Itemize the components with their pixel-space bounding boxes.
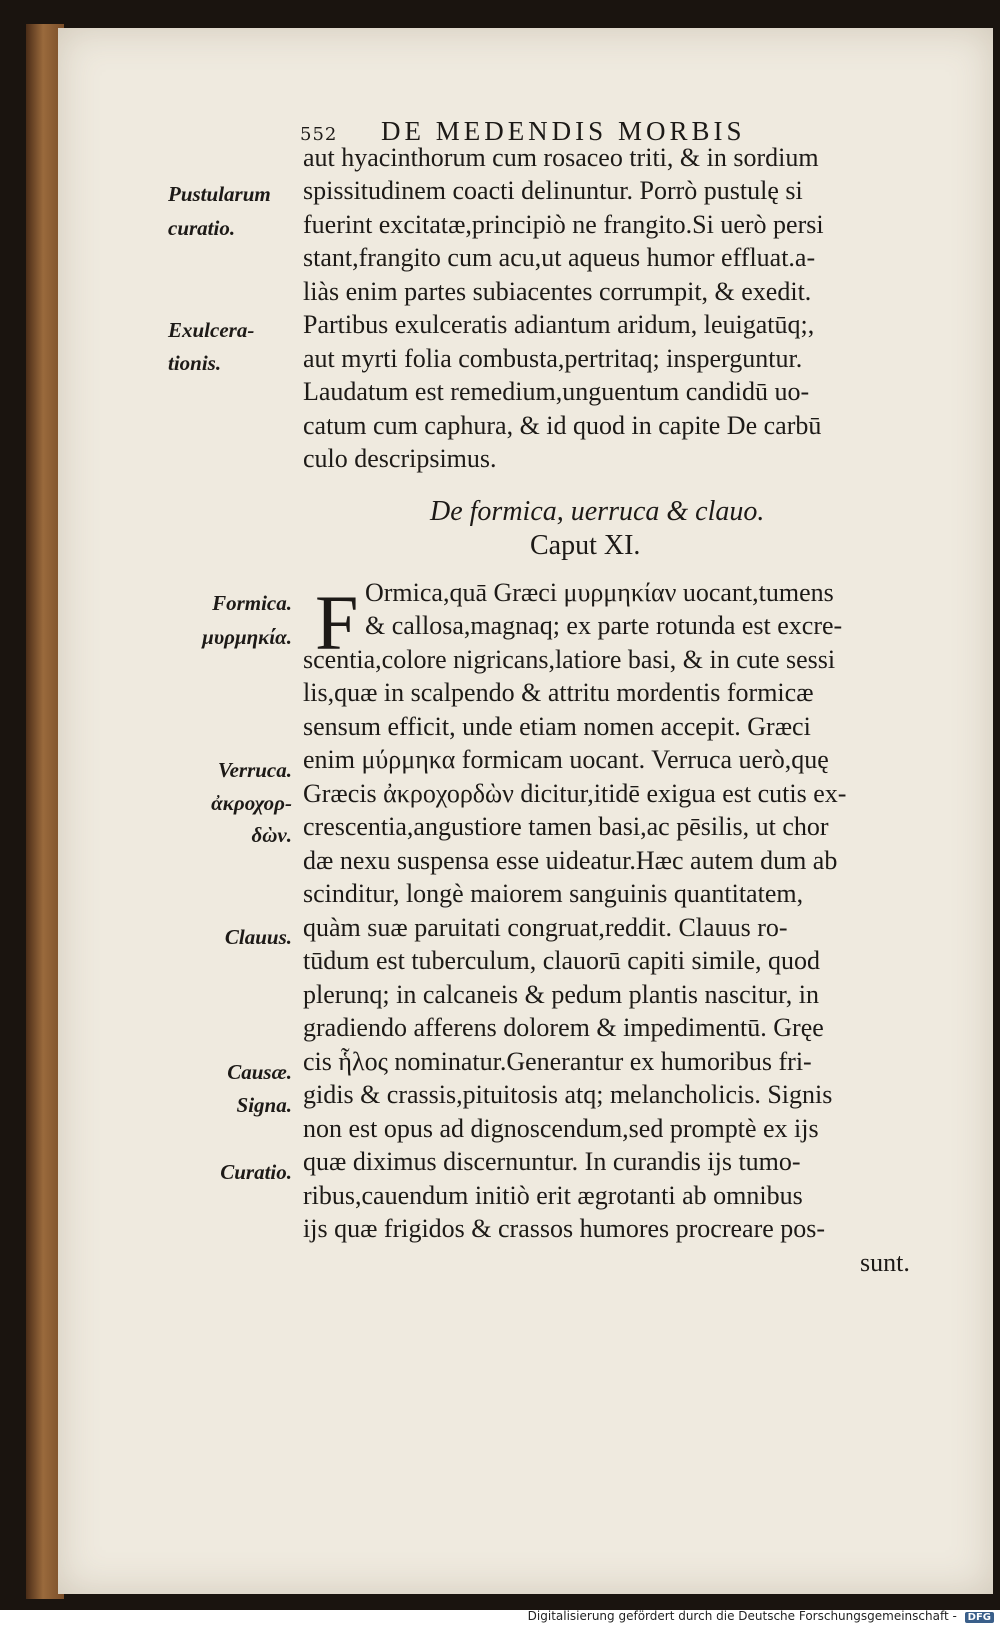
digitization-footer — [528, 1609, 994, 1623]
text-line: fuerint excitatæ,principiò ne frangito.Si uerò persi — [303, 210, 824, 239]
text-line: aut hyacinthorum cum rosaceo triti, & in sordium — [303, 143, 819, 172]
text-line: Ormica,quā Græci μυρμηκίαν uocant,tumens — [365, 578, 834, 607]
chapter-caput: Caput XI. — [530, 530, 641, 561]
margin-note-verruca-greek-1: ἀκροχορ- — [211, 791, 292, 815]
text-line: aut myrti folia combusta,pertritaq; insperguntur. — [303, 344, 803, 373]
margin-note-clauus: Clauus. — [224, 925, 292, 949]
text-line: scinditur, longè maiorem sanguinis quantitatem, — [303, 879, 804, 908]
text-line: liàs enim partes subiacentes corrumpit, & exedit. — [303, 277, 812, 306]
text-line: gradiendo afferens dolorem & impedimentū. Gręe — [303, 1013, 824, 1042]
page-number: 552 — [300, 124, 338, 145]
margin-note-causae: Causæ. — [227, 1060, 292, 1084]
margin-note-pustularum: Pustularum — [168, 182, 271, 206]
text-line: tūdum est tuberculum, clauorū capiti simile, quod — [303, 946, 821, 975]
margin-note-verruca: Verruca. — [217, 758, 292, 782]
text-line: non est opus ad dignoscendum,sed promptè ex ijs — [303, 1114, 819, 1143]
dfg-logo: DFG — [965, 1612, 994, 1623]
text-line: scentia,colore nigricans,latiore basi, & in cute sessi — [303, 645, 836, 674]
margin-note-formica: Formica. — [212, 591, 292, 615]
text-line: cis ἧλος nominatur.Generantur ex humoribus fri- — [303, 1047, 812, 1076]
footer-text: Digitalisierung gefördert durch die Deutsche Forschungsgemeinschaft - — [527, 1609, 957, 1623]
text-line: sunt. — [860, 1248, 910, 1277]
margin-note-curatio-2: Curatio. — [220, 1160, 292, 1184]
margin-note-verruca-greek-2: δὼν. — [251, 823, 292, 847]
text-line: Græcis ἀκροχορδὼν dicitur,itidē exigua est cutis ex- — [303, 779, 847, 808]
text-line: quæ diximus discernuntur. In curandis ijs tumo- — [303, 1147, 801, 1176]
running-title: DE MEDENDIS MORBIS — [380, 116, 746, 146]
text-line: ijs quæ frigidos & crassos humores procreare pos- — [303, 1214, 826, 1243]
text-line: Partibus exulceratis adiantum aridum, leuigatūq;, — [303, 310, 815, 339]
margin-note-curatio: curatio. — [168, 216, 236, 240]
text-line: quàm suæ paruitati congruat,reddit. Clauus ro- — [303, 913, 788, 942]
text-line: dæ nexu suspensa esse uideatur.Hæc autem dum ab — [303, 846, 838, 875]
margin-note-tionis: tionis. — [168, 351, 222, 375]
text-line: plerunq; in calcaneis & pedum plantis nascitur, in — [303, 980, 819, 1009]
chapter-title: De formica, uerruca & clauo. — [430, 496, 765, 527]
text-line: lis,quæ in scalpendo & attritu mordentis formicæ — [303, 678, 814, 707]
text-line: gidis & crassis,pituitosis atq; melancholicis. Signis — [303, 1080, 833, 1109]
text-line: & callosa,magnaq; ex parte rotunda est excre- — [365, 611, 843, 640]
drop-cap: F — [315, 579, 359, 666]
text-line: Laudatum est remedium,unguentum candidū uo- — [303, 377, 810, 406]
text-line: ribus,cauendum initiò erit ægrotanti ab omnibus — [303, 1181, 803, 1210]
text-line: stant,frangito cum acu,ut aqueus humor effluat.a- — [303, 243, 816, 272]
text-line: enim μύρμηκα formicam uocant. Verruca uerò,quę — [303, 745, 829, 774]
margin-note-exulcera: Exulcera- — [168, 318, 255, 342]
text-line: culo descripsimus. — [303, 444, 497, 473]
text-line: catum cum caphura, & id quod in capite De carbū — [303, 411, 822, 440]
text-line: crescentia,angustiore tamen basi,ac pēsilis, ut chor — [303, 812, 829, 841]
text-line: sensum efficit, unde etiam nomen accepit. Græci — [303, 712, 811, 741]
margin-note-signa: Signa. — [236, 1093, 292, 1117]
margin-note-formica-greek: μυρμηκία. — [202, 625, 292, 649]
text-line: spissitudinem coacti delinuntur. Porrò pustulę si — [303, 176, 803, 205]
